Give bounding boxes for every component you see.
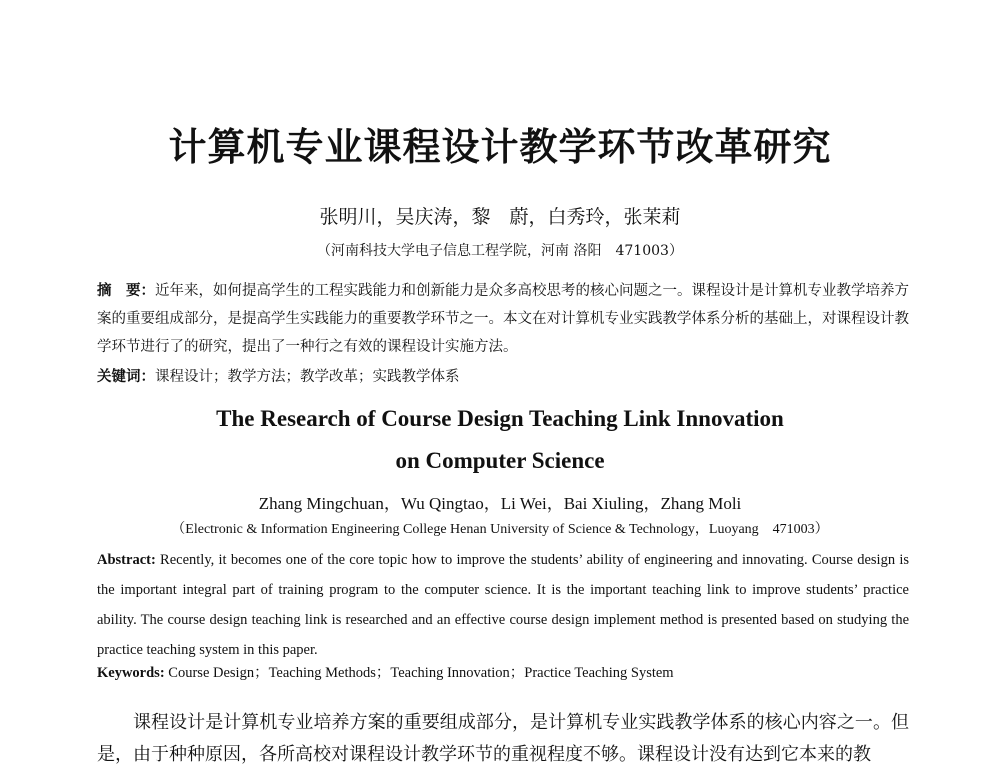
english-affiliation: （Electronic & Information Engineering College Henan University of Science & Technology，Luoyang 471003）	[171, 522, 829, 537]
english-keywords	[97, 661, 909, 685]
chinese-title: 计算机专业课程设计教学环节改革研究	[168, 125, 832, 169]
chinese-abstract-label: 摘 要：	[97, 282, 155, 299]
chinese-keywords	[97, 365, 909, 389]
chinese-abstract-text: 近年来，如何提高学生的工程实践能力和创新能力是众多高校思考的核心问题之一。课程设计是计算机专业教学培养方案的重要组成部分，是提高学生实践能力的重要教学环节之一。本文在对计算机专业实践教学体系分析的基础上，对课程设计教学环节进行了的研究，提出了一种行之有效的课程设计实施方法。	[97, 283, 909, 355]
chinese-affiliation: （河南科技大学电子信息工程学院，河南 洛阳 471003）	[317, 243, 683, 259]
english-title	[0, 398, 1000, 482]
chinese-keywords-label: 关键词：	[97, 368, 155, 385]
english-abstract-text: Recently, it becomes one of the core topic how to improve the students’ ability of engineering and innovating. Course design is the important integral part of training program to the computer science. It is the important teaching link to improve students’ practice ability. The course design teaching link is researched and an effective course design implement method is presented based on studying the practice teaching system in this paper.	[97, 552, 909, 658]
chinese-abstract	[97, 277, 909, 361]
english-abstract	[97, 545, 909, 665]
chinese-keywords-text: 课程设计；教学方法；教学改革；实践教学体系	[155, 369, 460, 385]
chinese-authors: 张明川，吴庆涛，黎 蔚，白秀玲，张茉莉	[319, 206, 681, 228]
body-paragraph: 课程设计是计算机专业培养方案的重要组成部分，是计算机专业实践教学体系的核心内容之一。但是，由于种种原因，各所高校对课程设计教学环节的重视程度不够。课程设计没有达到它本来的教	[97, 712, 909, 765]
english-abstract-label: Abstract:	[97, 552, 156, 568]
english-keywords-label: Keywords:	[97, 665, 165, 681]
english-authors: Zhang Mingchuan，Wu Qingtao，Li Wei，Bai Xiuling，Zhang Moli	[258, 494, 742, 513]
english-keywords-text: Course Design；Teaching Methods；Teaching Innovation；Practice Teaching System	[164, 665, 674, 681]
english-title-line-2: on Computer Science	[395, 448, 605, 473]
english-title-line-1: The Research of Course Design Teaching Link Innovation	[216, 406, 784, 431]
